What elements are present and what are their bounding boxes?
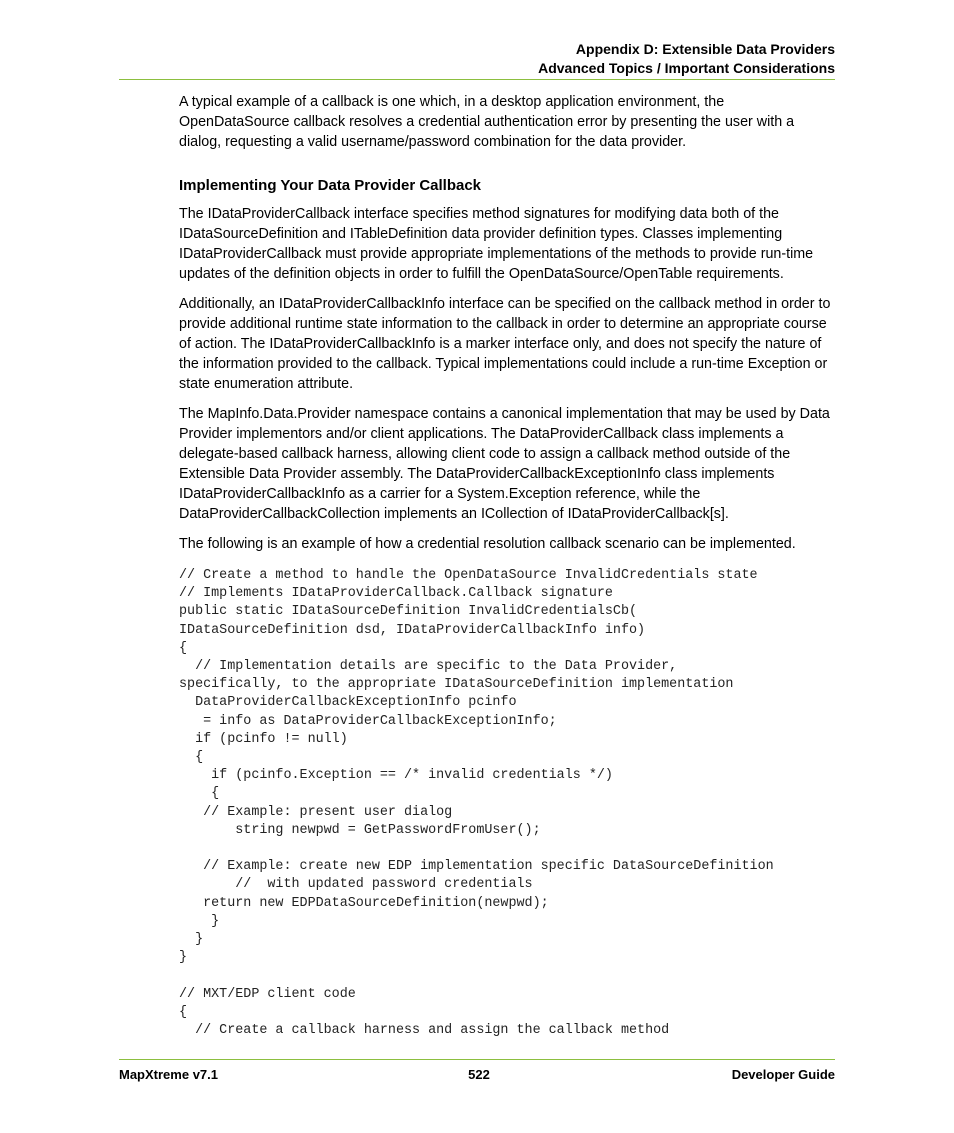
code-sample: // Create a method to handle the OpenDataSource InvalidCredentials state // Implements IDataProviderCallback.Callback signature public static IDataSourceDefinition InvalidCredentialsCb( IDataSourceDefinition dsd, IDataProviderCallbackInfo info) { // Implementation details are specific to the Data Provider, specifically, to the appropriate IDataSourceDefinition implementation DataProviderCallbackExceptionInfo pcinfo = info as DataProviderCallbackExceptionInfo; if (pcinfo != null) { if (pcinfo.Exception == /* invalid credentials */) { // Example: present user dialog string newpwd = GetPasswordFromUser(); // Example: create new EDP implementation specific DataSourceDefinition // with updated password credentials return new EDPDataSourceDefinition(newpwd); } } } // MXT/EDP client code { // Create a callback harness and assign the callback method: [179, 568, 774, 1039]
footer-product: MapXtreme v7.1: [119, 1067, 218, 1082]
page-number: 522: [468, 1067, 490, 1082]
section-heading: Implementing Your Data Provider Callback: [179, 177, 482, 194]
paragraph-interface: The IDataProviderCallback interface specifies method signatures for modifying data both of the IDataSourceDefinition and ITableDefinition data provider definition types. Classes implementing IDataProviderCallback must provide appropriate implementations of the methods to provide run-time updates of the definition objects in order to fulfill the OpenDataSource/OpenTable requirements.: [179, 206, 814, 282]
footer-guide: Developer Guide: [731, 1067, 835, 1082]
paragraph-namespace: The MapInfo.Data.Provider namespace contains a canonical implementation that may be used by Data Provider implementors and/or client applications. The DataProviderCallback class implements a delegate-based callback harness, allowing client code to assign a callback method outside of the Extensible Data Provider assembly. The DataProviderCallbackExceptionInfo class implements IDataProviderCallbackInfo as a carrier for a System.Exception reference, while the DataProviderCallbackCollection implements an ICollection of IDataProviderCallback[s].: [179, 406, 830, 522]
footer-rule: [119, 1059, 835, 1060]
page-header: [538, 40, 835, 78]
header-chapter: Appendix D: Extensible Data Providers: [575, 41, 835, 57]
paragraph-callback-example: A typical example of a callback is one which, in a desktop application environment, the OpenDataSource callback resolves a credential authentication error by presenting the user with a dialog, requesting a valid username/password combination for the data provider.: [179, 94, 795, 150]
header-section: Advanced Topics / Important Considerations: [538, 60, 835, 76]
page-body: [179, 92, 835, 1040]
header-rule: [119, 79, 835, 80]
paragraph-example-intro: The following is an example of how a credential resolution callback scenario can be implemented.: [179, 536, 796, 552]
paragraph-callback-info: Additionally, an IDataProviderCallbackInfo interface can be specified on the callback method in order to provide additional runtime state information to the callback in order to determine an appropriate course of action. The IDataProviderCallbackInfo is a marker interface only, and does not specify the nature of the information provided to the callback. Typical implementations could include a run-time Exception or state enumeration attribute.: [179, 296, 831, 392]
